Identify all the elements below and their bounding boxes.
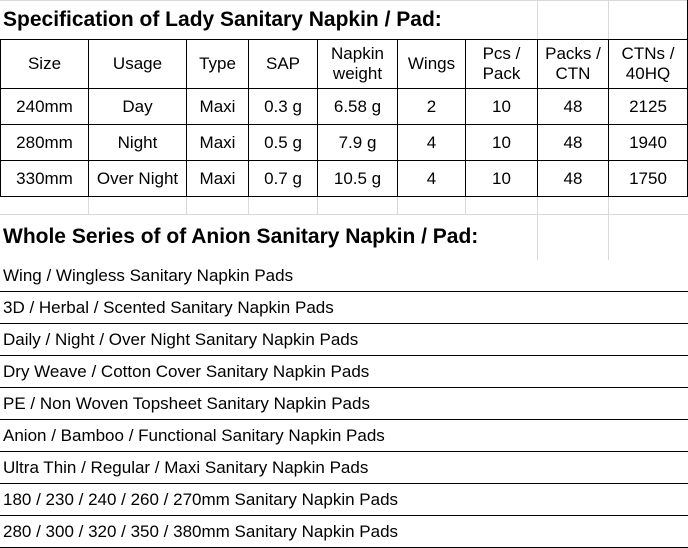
series-list [0, 260, 688, 548]
list-item: 3D / Herbal / Scented Sanitary Napkin Pads [0, 292, 688, 324]
header-sap: SAP [249, 40, 318, 89]
list-item: Anion / Bamboo / Functional Sanitary Napkin Pads [0, 420, 688, 452]
cell-usage: Day [89, 89, 187, 125]
cell-wings: 4 [398, 125, 466, 161]
header-packs-ctn: Packs / CTN [538, 40, 609, 89]
cell-packs-ctn: 48 [538, 125, 609, 161]
cell-ctns-40hq: 1750 [609, 161, 688, 197]
spec-table [0, 39, 688, 197]
spec-header-row [1, 40, 688, 89]
list-item: PE / Non Woven Topsheet Sanitary Napkin Pads [0, 388, 688, 420]
cell-napkin-weight: 7.9 g [318, 125, 398, 161]
table-row [1, 89, 688, 125]
header-wings: Wings [398, 40, 466, 89]
cell-usage: Over Night [89, 161, 187, 197]
gridline [88, 196, 89, 214]
gridline [537, 0, 538, 39]
gridline [608, 196, 609, 260]
cell-size: 240mm [1, 89, 89, 125]
gridline [397, 196, 398, 214]
list-item: 180 / 230 / 240 / 260 / 270mm Sanitary Napkin Pads [0, 484, 688, 516]
gridline [186, 196, 187, 214]
spec-title: Specification of Lady Sanitary Napkin / Pad: [3, 8, 442, 31]
gridline [317, 196, 318, 214]
cell-usage: Night [89, 125, 187, 161]
gridline [608, 0, 609, 39]
list-item: Dry Weave / Cotton Cover Sanitary Napkin Pads [0, 356, 688, 388]
cell-size: 330mm [1, 161, 89, 197]
gridline [0, 214, 688, 215]
header-usage: Usage [89, 40, 187, 89]
gridline [537, 196, 538, 260]
header-pcs-pack: Pcs / Pack [466, 40, 538, 89]
cell-pcs-pack: 10 [466, 125, 538, 161]
table-row [1, 161, 688, 197]
cell-type: Maxi [187, 161, 249, 197]
gridline [465, 196, 466, 214]
cell-type: Maxi [187, 125, 249, 161]
cell-napkin-weight: 10.5 g [318, 161, 398, 197]
series-title: Whole Series of of Anion Sanitary Napkin / Pad: [3, 225, 479, 248]
gridline [0, 0, 688, 1]
cell-pcs-pack: 10 [466, 89, 538, 125]
header-ctns-40hq: CTNs / 40HQ [609, 40, 688, 89]
list-item: Daily / Night / Over Night Sanitary Napkin Pads [0, 324, 688, 356]
list-item: 280 / 300 / 320 / 350 / 380mm Sanitary Napkin Pads [0, 516, 688, 548]
header-napkin-weight: Napkin weight [318, 40, 398, 89]
cell-ctns-40hq: 1940 [609, 125, 688, 161]
gridline [248, 196, 249, 214]
cell-pcs-pack: 10 [466, 161, 538, 197]
cell-ctns-40hq: 2125 [609, 89, 688, 125]
list-item: Wing / Wingless Sanitary Napkin Pads [0, 260, 688, 292]
cell-size: 280mm [1, 125, 89, 161]
cell-sap: 0.5 g [249, 125, 318, 161]
cell-sap: 0.7 g [249, 161, 318, 197]
list-item: Ultra Thin / Regular / Maxi Sanitary Napkin Pads [0, 452, 688, 484]
header-type: Type [187, 40, 249, 89]
cell-packs-ctn: 48 [538, 161, 609, 197]
cell-wings: 4 [398, 161, 466, 197]
cell-napkin-weight: 6.58 g [318, 89, 398, 125]
cell-packs-ctn: 48 [538, 89, 609, 125]
table-row [1, 125, 688, 161]
cell-wings: 2 [398, 89, 466, 125]
cell-type: Maxi [187, 89, 249, 125]
header-size: Size [1, 40, 89, 89]
cell-sap: 0.3 g [249, 89, 318, 125]
